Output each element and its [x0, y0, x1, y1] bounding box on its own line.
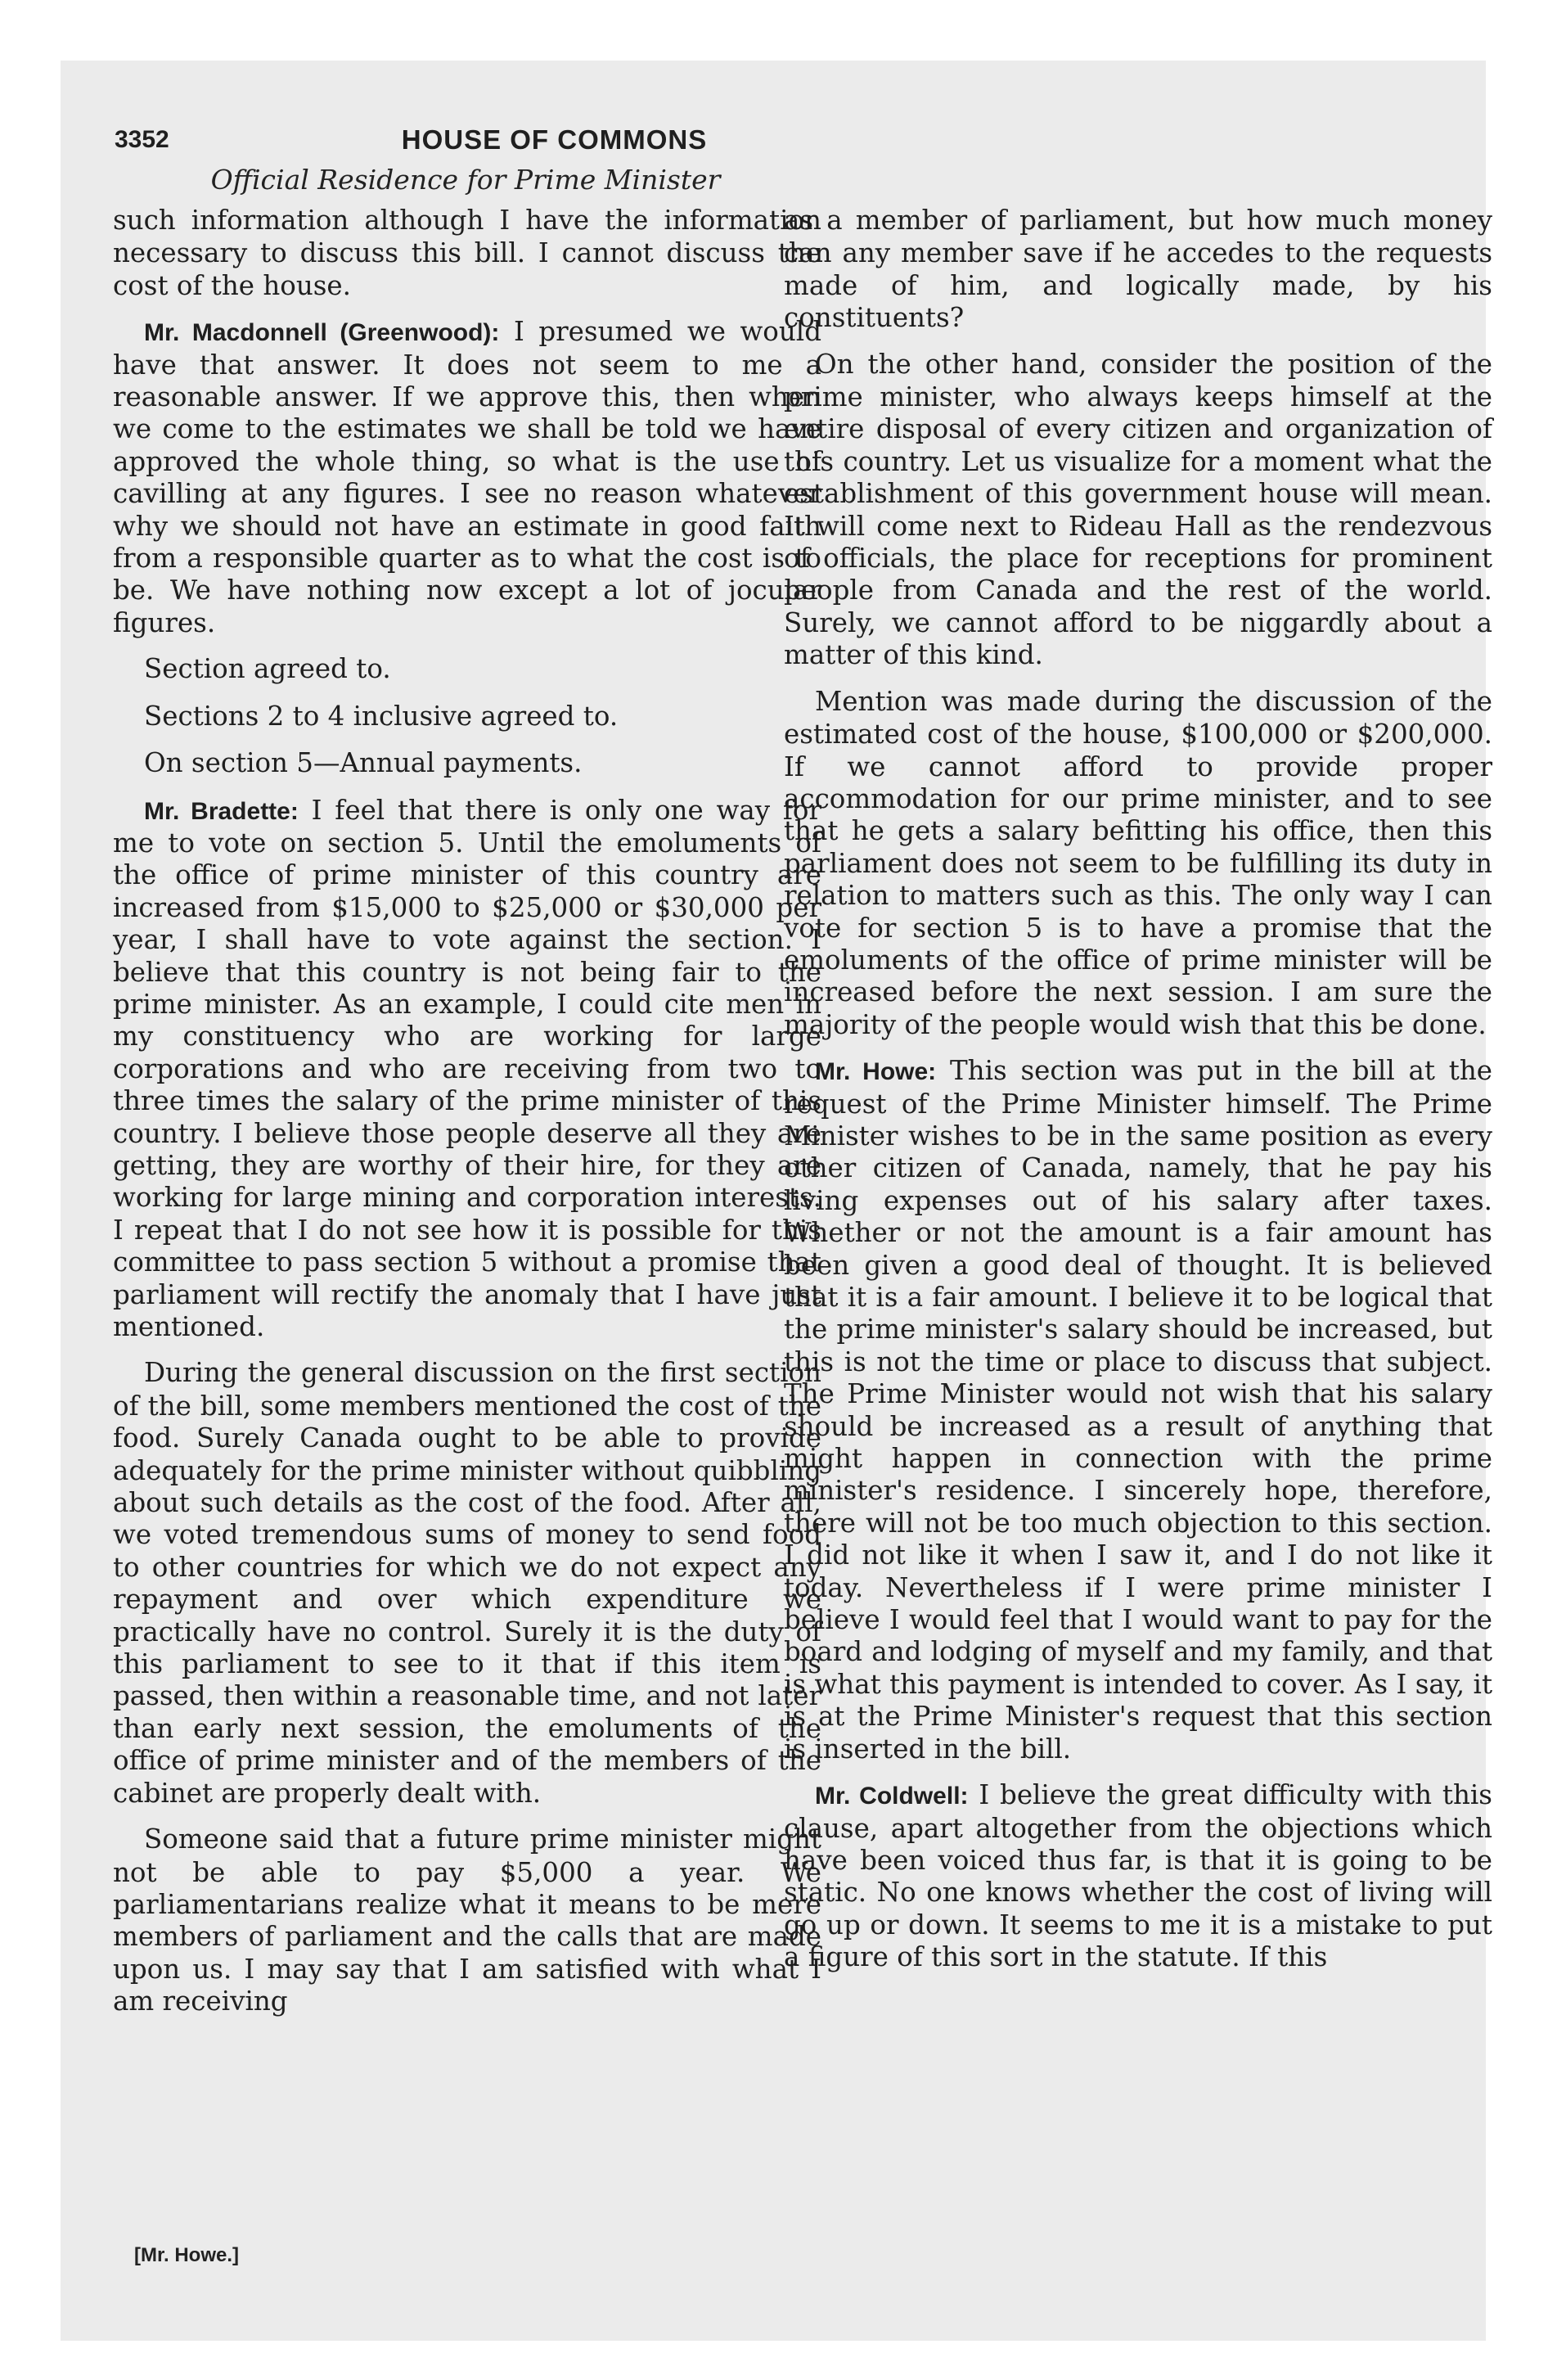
page-sheet — [61, 61, 1492, 2341]
speaker-name: Mr. Coldwell: — [815, 1783, 969, 1810]
paragraph — [113, 205, 821, 302]
left-column — [113, 205, 821, 2032]
paragraph-text: On section 5—Annual payments. — [144, 747, 583, 779]
paragraph-text: Section agreed to. — [144, 653, 391, 685]
paragraph-text: I presumed we would have that answer. It does not seem to me a reasonable answer. If we approve this, then when we come to the estimates we shall be told we have approved the whole thing, so what is the use of cavilling at any figures. I see no reason whatever why we should not have an estimate in good faith from a responsible quarter as to what the cost is to be. We have nothing now except a lot of jocular figures. — [113, 316, 821, 638]
paragraph-text: This section was put in the bill at the request of the Prime Minister himself. The Prime Minister wishes to be in the same position as every other citizen of Canada, namely, that he pay his living expenses out of his salary after taxes. Whether or not the amount is a fair amount has been given a good deal of thought. It is believed that it is a fair amount. I believe it to be logical that the prime minister's salary should be increased, but this is not the time or place to discuss that subject. The Prime Minister would not wish that his salary should be increased as a result of anything that might happen in connection with the prime minister's residence. I sincerely hope, therefore, there will not be too much objection to this section. I did not like it when I saw it, and I do not like it today. Nevertheless if I were prime minister I believe I would feel that I would want to pay for the board and lodging of myself and my family, and that is what this payment is intended to cover. As I say, it is at the Prime Minister's request that this section is inserted in the bill. — [784, 1055, 1492, 1765]
section-subhead: Official Residence for Prime Minister — [210, 164, 721, 196]
paragraph-text: Someone said that a future prime minister might not be able to pay $5,000 a year. We parliamentarians realize what it means to be mere members of parliament and the calls that are made upon us. I may say that I am satisfied with what I am receiving — [113, 1823, 821, 2017]
paragraph — [784, 1055, 1492, 1765]
paragraph-text: During the general discussion on the first section of the bill, some members mentioned the cost of the food. Surely Canada ought to be able to provide adequately for the prime minister without quibbling about such details as the cost of the food. After all, we voted tremendous sums of money to send food to other countries for which we do not expect any repayment and over which expenditure we practically have no control. Surely it is the duty of this parliament to see to it that if this item is passed, then within a reasonable time, and not later than early next session, the emoluments of the office of prime minister and of the members of the cabinet are properly dealt with. — [113, 1357, 821, 1809]
paragraph — [113, 1357, 821, 1810]
paragraph-text: I believe the great difficulty with this clause, apart altogether from the objections which have been voiced thus far, is that it is going to be static. No one knows whether the cost of living will go up or down. It seems to me it is a mistake to put a figure of this sort in the statute. If this — [784, 1779, 1492, 1973]
speaker-name: Mr. Howe: — [815, 1058, 937, 1086]
paragraph — [113, 795, 821, 1344]
page-header — [115, 124, 994, 160]
paragraph — [784, 1779, 1492, 1973]
paragraph — [113, 1823, 821, 2017]
speaker-name: Mr. Bradette: — [144, 797, 299, 825]
paragraph — [113, 747, 821, 780]
paragraph — [784, 349, 1492, 672]
paragraph-text: On the other hand, consider the position of the prime minister, who always keeps himself at the entire disposal of every citizen and organization of this country. Let us visualize for a moment what the establishment of this government house will mean. It will come next to Rideau Hall as the rendezvous of officials, the place for receptions for prominent people from Canada and the rest of the world. Surely, we cannot afford to be niggardly about a matter of this kind. — [784, 348, 1492, 671]
paragraph — [113, 653, 821, 686]
right-column — [784, 205, 1492, 1988]
running-head: HOUSE OF COMMONS — [401, 124, 708, 155]
paragraph-text: as a member of parliament, but how much money can any member save if he accedes to the requests made of him, and logically made, by his constituents? — [784, 205, 1492, 334]
page-number: 3352 — [115, 126, 169, 153]
paragraph-text: such information although I have the information necessary to discuss this bill. I cannot discuss the cost of the house. — [113, 205, 821, 301]
paragraph — [113, 316, 821, 639]
paragraph — [784, 205, 1492, 335]
paragraph-text: I feel that there is only one way for me to vote on section 5. Until the emoluments of the office of prime minister of this country are increased from $15,000 to $25,000 or $30,000 per year, I shall have to vote against the section. I believe that this country is not being fair to the prime minister. As an example, I could cite men in my constituency who are working for large corporations and who are receiving from two to three times the salary of the prime minister of this country. I believe those people deserve all they are getting, they are worthy of their hire, for they are working for large mining and corporation interests. I repeat that I do not see how it is possible for this committee to pass section 5 without a promise that parliament will rectify the anomaly that I have just mentioned. — [113, 794, 822, 1342]
speaker-name: Mr. Macdonnell (Greenwood): — [144, 319, 500, 347]
paragraph — [113, 701, 821, 733]
page-footer: [Mr. Howe.] — [134, 2244, 240, 2266]
paragraph-text: Sections 2 to 4 inclusive agreed to. — [144, 700, 619, 732]
paragraph — [784, 686, 1492, 1041]
paragraph-text: Mention was made during the discussion of the estimated cost of the house, $100,000 or $200,000. If we cannot afford to provide proper accommodation for our prime minister, and to see that he gets a salary befitting his office, then this parliament does not seem to be fulfilling its duty in relation to matters such as this. The only way I can vote for section 5 is to have a promise that the emoluments of the office of prime minister will be increased before the next session. I am sure the majority of the people would wish that this be done. — [784, 685, 1492, 1040]
